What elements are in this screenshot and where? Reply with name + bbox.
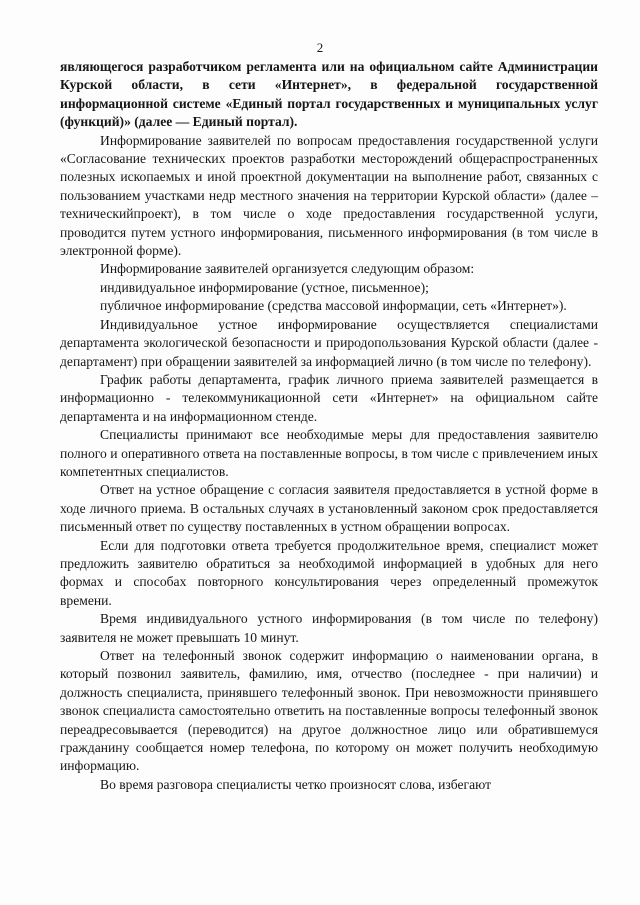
paragraph-phone-call-answer: Ответ на телефонный звонок содержит информацию о наименовании органа, в который позвонил заявитель, фамилию, имя, отчество (последнее - при наличии) и должность специалиста, принявшего телефонный звонок. При невозможности принявшего звонок специалиста самостоятельно ответить на поставленные вопросы телефонный звонок переадресовывается (переводится) на другое должностное лицо или обратившемуся гражданину сообщается номер телефона, по которому он может получить необходимую информацию. [60, 648, 598, 774]
paragraph-conversation: Во время разговора специалисты четко произносят слова, избегают [100, 776, 492, 792]
paragraph-work-schedule: График работы департамента, график личного приема заявителей размещается в информационно - телекоммуникационной сети «Интернет» на официальном сайте департамента и на информационном стенде. [60, 371, 598, 424]
body-text [60, 58, 598, 794]
paragraph-informing-applicants: Информирование заявителей по вопросам предоставления государственной услуги «Согласование технических проектов разработки месторождений общераспространенных полезных ископаемых и иной проектной документации на выполнение работ, связанных с пользованием участками недр местного значения на территории Курской области» (далее – техническийпроект), в том числе о ходе предоставления государственной услуги, проводится путем устного информирования, письменного информирования (в том числе в электронной форме). [60, 132, 598, 259]
paragraph-oral-appeal-answer: Ответ на устное обращение с согласия заявителя предоставляется в устной форме в ходе личного приема. В остальных случаях в установленный законом срок предоставляется письменный ответ по существу поставленных в устном обращении вопросах. [60, 482, 598, 535]
paragraph-public-informing: публичное информирование (средства массовой информации, сеть «Интернет»). [100, 298, 567, 314]
paragraph-time-limit: Время индивидуального устного информирования (в том числе по телефону) заявителя не может превышать 10 минут. [60, 611, 598, 645]
paragraph-informing-organized: Информирование заявителей организуется следующим образом: [100, 261, 475, 277]
paragraph-intro-continuation: являющегося разработчиком регламента или на официальном сайте Администрации Курской области, в сети «Интернет», в федеральной государственной информационной системе «Единый портал государственных и муниципальных услуг (функций)» (далее — Единый портал). [60, 59, 598, 130]
page-number: 2 [316, 40, 324, 55]
paragraph-oral-informing: Индивидуальное устное информирование осуществляется специалистами департамента экологической безопасности и природопользования Курской области (далее - департамент) при обращении заявителей за информацией лично (в том числе по телефону). [60, 316, 598, 369]
paragraph-specialists-measures: Специалисты принимают все необходимые меры для предоставления заявителю полного и оперативного ответа на поставленные вопросы, в том числе с привлечением иных компетентных специалистов. [60, 427, 598, 479]
paragraph-long-preparation: Если для подготовки ответа требуется продолжительное время, специалист может предложить заявителю обратиться за необходимой информацией в удобных для него формах и способах повторного консультирования через определенный промежуток времени. [60, 537, 598, 608]
paragraph-individual-informing: индивидуальное информирование (устное, письменное); [100, 279, 429, 295]
